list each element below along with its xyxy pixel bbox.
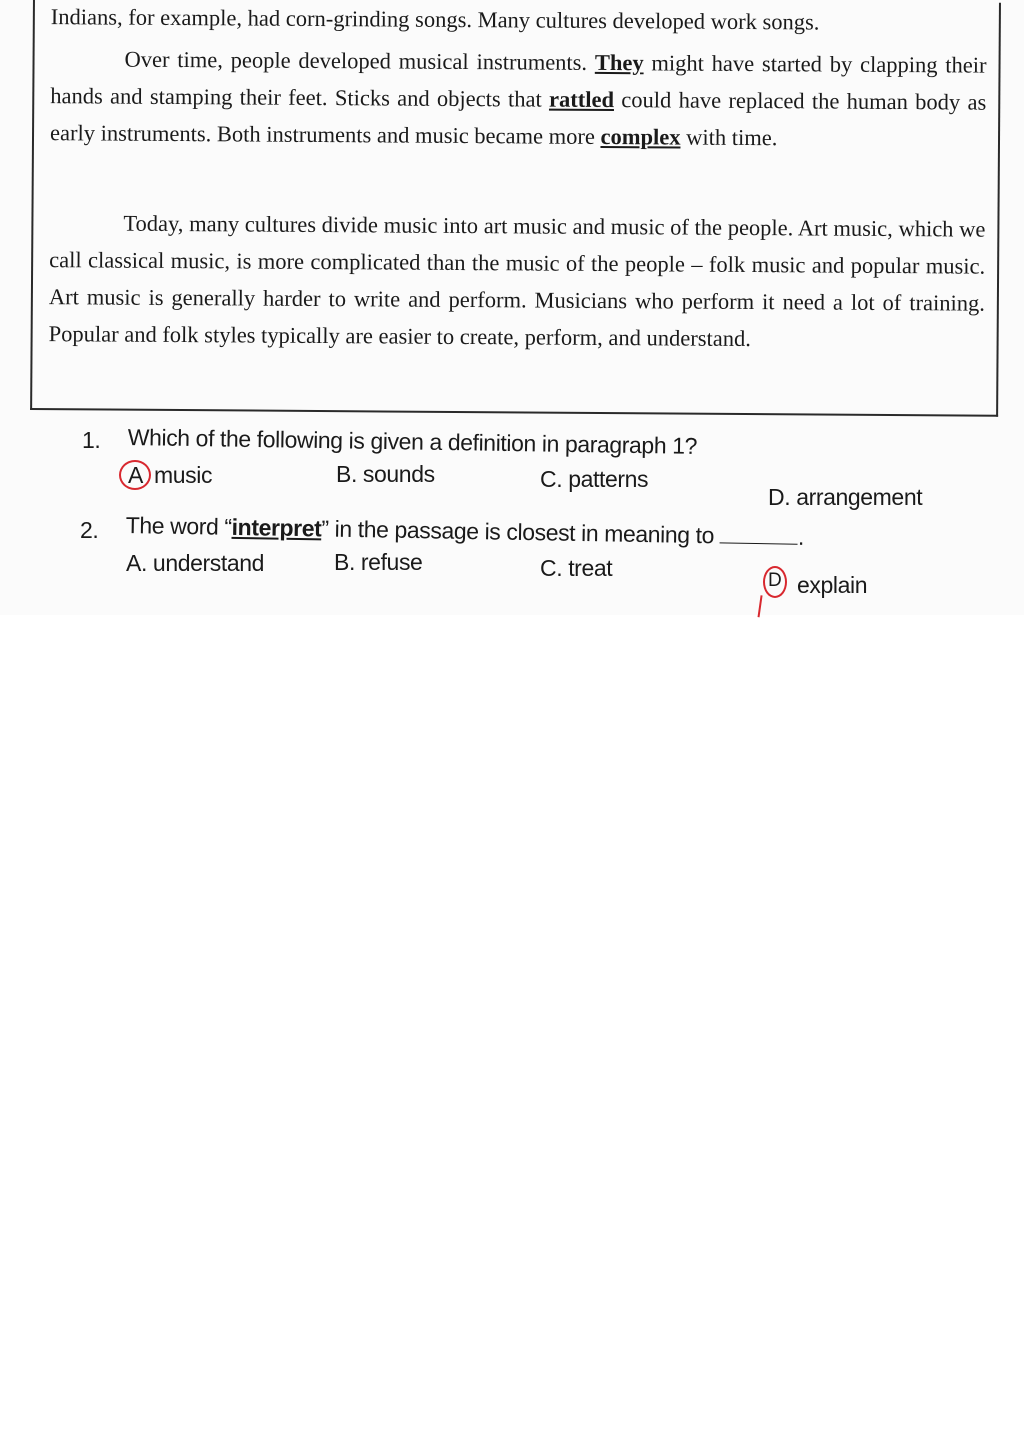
reading-passage-box (30, 0, 1001, 417)
underlined-word-rattled: rattled (548, 86, 615, 113)
underlined-word-they: They (594, 49, 644, 76)
question-2-option-d-text[interactable]: explain (797, 572, 868, 598)
question-1-option-d[interactable]: D. arrangement (768, 484, 923, 510)
passage-paragraph-0: Indians, for example, had corn-grinding songs. Many cultures developed work songs. (50, 4, 820, 35)
question-2-number: 2. (80, 517, 99, 543)
passage-paragraph-1: Over time, people developed musical instruments. They might have started by clapping their hands and stamping their feet. Sticks and objects that rattled could have replaced the human body as early instruments. Both instruments and music became more complex with time. (49, 46, 987, 151)
question-2-option-d-letter[interactable]: D (768, 570, 782, 591)
question-1-option-b[interactable]: B. sounds (336, 461, 435, 487)
passage-paragraph-2: Today, many cultures divide music into art music and music of the people. Art music, which we call classical music, is more complicated than the music of the people – folk music and popular music. Art music is generally harder to write and perform. Musicians who perform it need a lot of training. Popular and folk styles typically are easier to create, perform, and understand. (48, 210, 986, 352)
question-1-prompt: Which of the following is given a definition in paragraph 1? (127, 424, 698, 459)
underlined-word-complex: complex (600, 123, 681, 150)
answer-blank (720, 541, 798, 544)
question-1-option-c[interactable]: C. patterns (540, 466, 649, 492)
question-2-option-a[interactable]: A. understand (126, 550, 265, 576)
question-1-number: 1. (82, 427, 101, 453)
question-2-prompt: The word “interpret” in the passage is closest in meaning to . (125, 512, 805, 550)
question-2-option-b[interactable]: B. refuse (334, 549, 423, 575)
pen-stroke-mark (758, 595, 773, 618)
question-1-option-a-letter[interactable]: A (128, 462, 143, 488)
question-1-option-a-text[interactable]: music (154, 462, 213, 488)
scanned-page (0, 0, 1024, 615)
question-2-target-word: interpret (231, 513, 322, 542)
question-2-option-c[interactable]: C. treat (540, 555, 613, 581)
